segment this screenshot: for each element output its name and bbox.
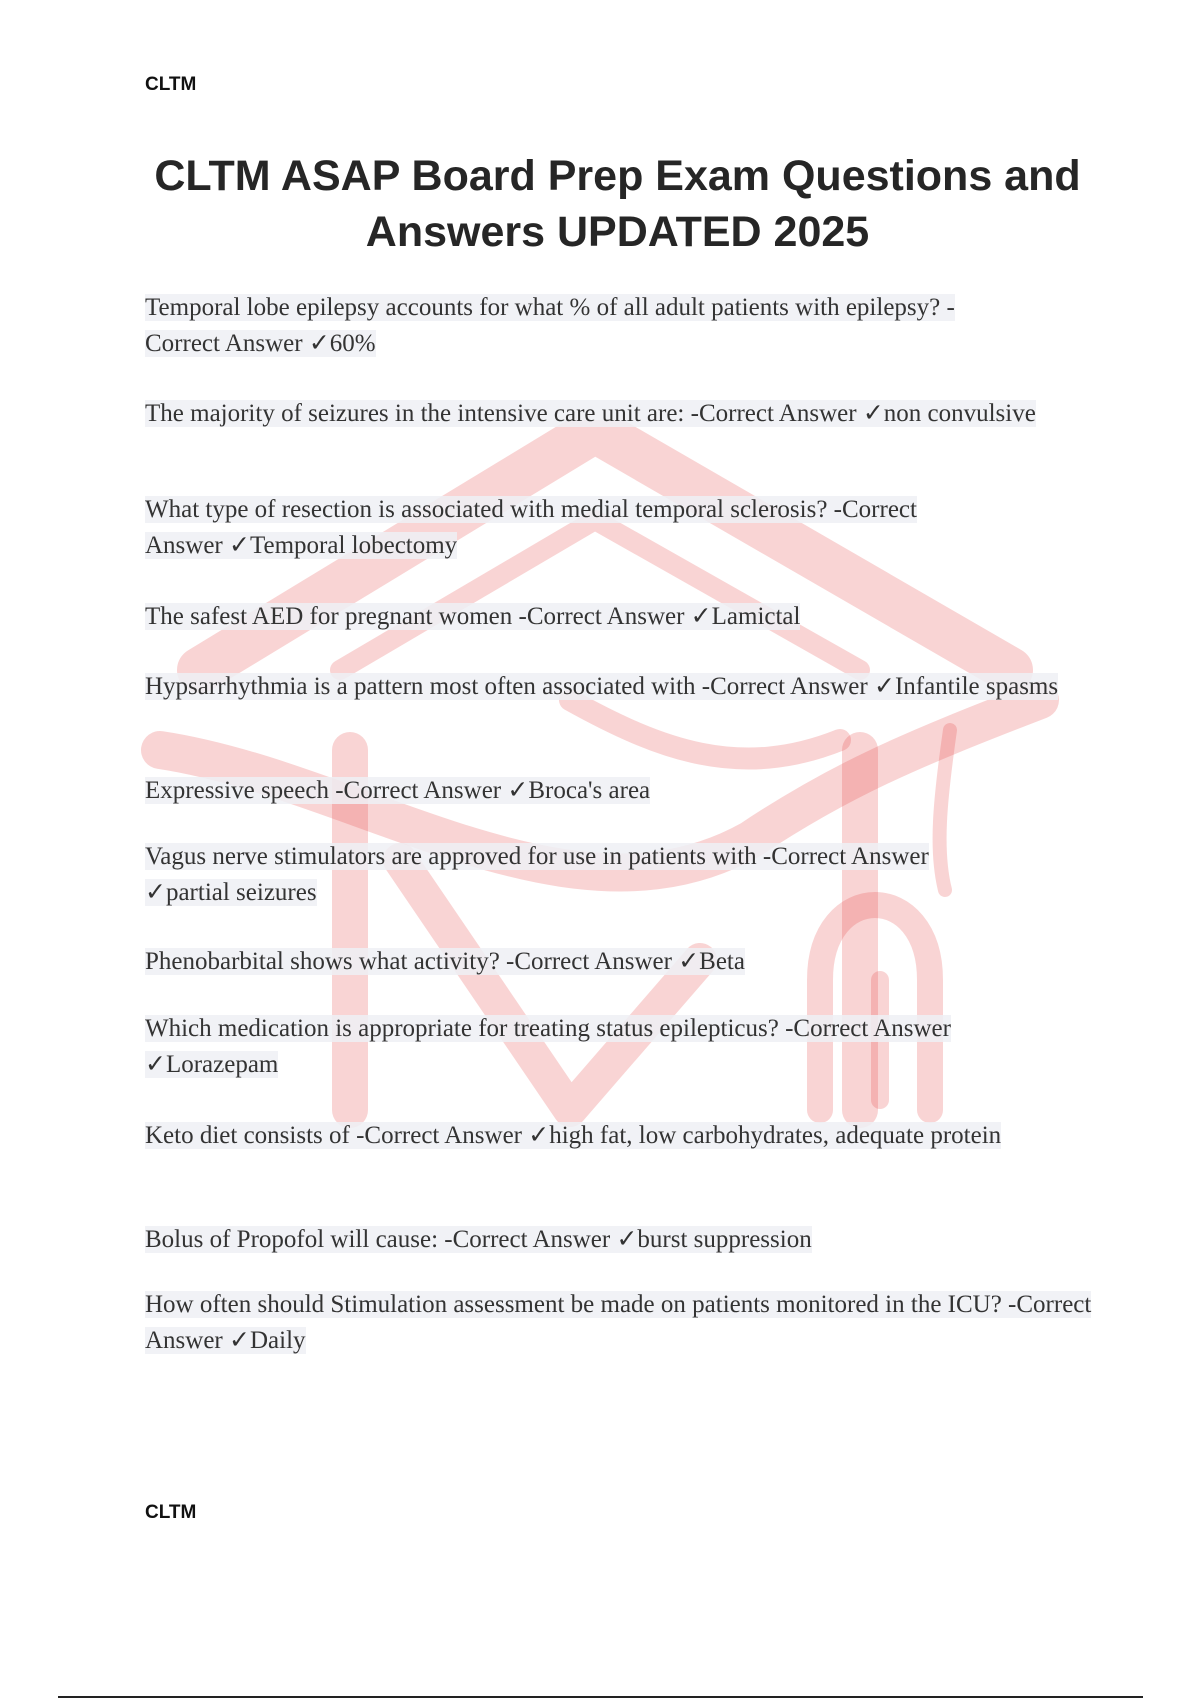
qa-question: The safest AED for pregnant women -Correct Answer — [145, 603, 685, 630]
page-title-line-2: Answers UPDATED 2025 — [365, 208, 870, 256]
qa-answer: Broca's area — [528, 777, 651, 804]
qa-question: What type of resection is associated with medial temporal sclerosis? -Correct — [145, 496, 917, 523]
qa-item — [145, 1118, 1100, 1154]
qa-answer: Beta — [699, 948, 745, 975]
qa-question: Phenobarbital shows what activity? -Correct Answer — [145, 948, 672, 975]
qa-question: Keto diet consists of -Correct Answer — [145, 1122, 523, 1149]
qa-question: Expressive speech -Correct Answer — [145, 777, 502, 804]
qa-item — [145, 599, 1100, 635]
footer-label: CLTM — [145, 1502, 197, 1523]
qa-answer-label: Answer — [145, 532, 223, 559]
check-mark-icon: ✓ — [616, 1226, 638, 1253]
qa-question: How often should Stimulation assessment be made on patients monitored in the ICU? -Correct Answer — [145, 1291, 1092, 1354]
qa-item — [145, 773, 1100, 809]
qa-question: Bolus of Propofol will cause: -Correct Answer — [145, 1226, 611, 1253]
qa-item — [145, 396, 1100, 432]
qa-answer-label: Correct Answer — [145, 330, 303, 357]
check-mark-icon: ✓ — [873, 673, 895, 700]
qa-answer: burst suppression — [637, 1226, 812, 1253]
check-mark-icon: ✓ — [229, 532, 250, 559]
qa-answer: Temporal lobectomy — [249, 532, 458, 559]
qa-item — [145, 669, 1100, 705]
check-mark-icon: ✓ — [507, 777, 529, 804]
qa-answer: Daily — [249, 1327, 306, 1354]
qa-answer: non convulsive — [883, 400, 1036, 427]
qa-item — [145, 1222, 1100, 1258]
check-mark-icon: ✓ — [145, 1051, 166, 1078]
qa-question: Hypsarrhythmia is a pattern most often associated with -Correct Answer — [145, 673, 868, 700]
page-title — [120, 148, 1115, 260]
check-mark-icon: ✓ — [145, 879, 166, 906]
qa-item — [145, 492, 1100, 564]
page-title-line-1: CLTM ASAP Board Prep Exam Questions and — [154, 152, 1081, 200]
qa-question: The majority of seizures in the intensive care unit are: -Correct Answer — [145, 400, 857, 427]
qa-item — [145, 1287, 1100, 1359]
check-mark-icon: ✓ — [528, 1122, 550, 1149]
qa-item — [145, 944, 1100, 980]
check-mark-icon: ✓ — [308, 330, 330, 357]
qa-answer: Lorazepam — [165, 1051, 279, 1078]
qa-question: Vagus nerve stimulators are approved for use in patients with -Correct Answer — [145, 843, 929, 870]
qa-question: Which medication is appropriate for treating status epilepticus? -Correct Answer — [145, 1015, 951, 1042]
qa-answer: Infantile spasms — [894, 673, 1059, 700]
check-mark-icon: ✓ — [690, 603, 712, 630]
check-mark-icon: ✓ — [678, 948, 700, 975]
qa-answer: high fat, low carbohydrates, adequate protein — [549, 1122, 1002, 1149]
check-mark-icon: ✓ — [862, 400, 884, 427]
qa-answer: Lamictal — [711, 603, 801, 630]
qa-answer: partial seizures — [165, 879, 317, 906]
qa-item — [145, 839, 1100, 911]
check-mark-icon: ✓ — [229, 1327, 250, 1354]
qa-answer: 60% — [329, 330, 376, 357]
bottom-divider — [58, 1696, 1143, 1698]
qa-question: Temporal lobe epilepsy accounts for what % of all adult patients with epilepsy? - — [145, 294, 955, 321]
qa-item — [145, 290, 1100, 362]
header-label: CLTM — [145, 74, 197, 95]
qa-item — [145, 1011, 1100, 1083]
